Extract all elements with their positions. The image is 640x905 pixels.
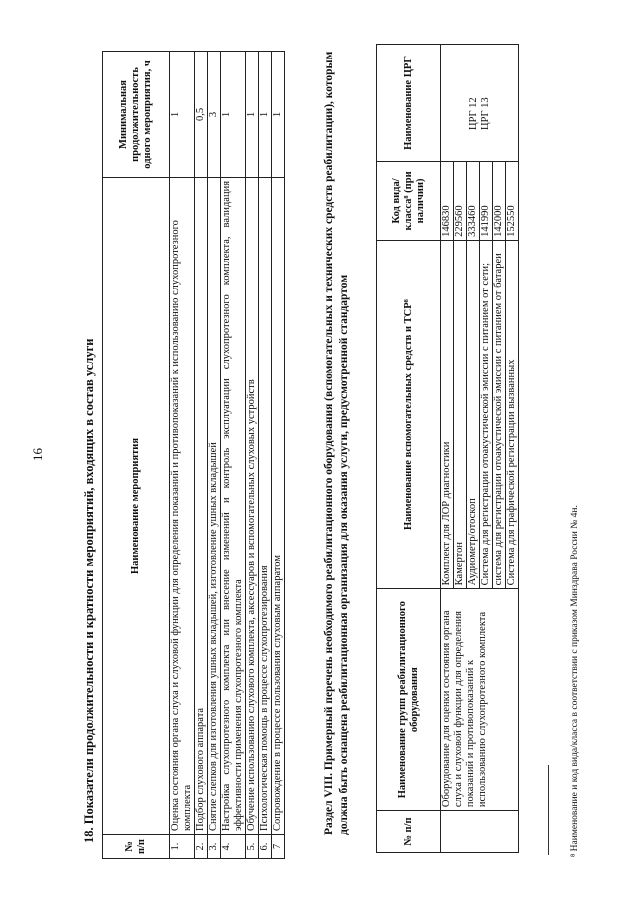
item-code: 141990 [480, 161, 493, 240]
item-name: Система для графической регистрации вызванных [506, 240, 519, 588]
row-number: 3. [208, 835, 221, 859]
item-code: 146830 [441, 161, 454, 240]
row-activity: Сопровождение в процессе пользования слуховым аппаратом [272, 177, 285, 834]
item-code: 229560 [454, 161, 467, 240]
row-number [441, 811, 519, 853]
row-number: 2. [195, 835, 208, 859]
table-row [208, 52, 221, 859]
item-code: 142000 [493, 161, 506, 240]
row-number: 1. [170, 835, 195, 859]
row-duration: 1 [246, 52, 259, 178]
row-number: 6. [259, 835, 272, 859]
table-row [246, 52, 259, 859]
table-row [441, 45, 454, 853]
item-code: 333460 [467, 161, 480, 240]
row-duration: 0,5 [195, 52, 208, 178]
header-crg: Наименование ЦРГ [377, 45, 441, 162]
footnote: ⁸ Наименование и код вида/класса в соответствии с приказом Минздрава России № 4н. [570, 505, 580, 857]
table-row [170, 52, 195, 859]
table-row [221, 52, 246, 859]
section-18-title: 18. Показатели продолжительности и кратности мероприятий, входящих в состав услуги [82, 338, 96, 843]
header-code: Код вида/класса⁸ (при наличии) [377, 161, 441, 240]
page-number: 16 [30, 448, 45, 461]
row-activity: Подбор слухового аппарата [195, 177, 208, 834]
row-activity: Снятие слепков для изготовления ушных вкладышей, изготовление ушных вкладышей [208, 177, 221, 834]
row-activity: Психологическая помощь в процессе слухопротезирования [259, 177, 272, 834]
row-number: 7 [272, 835, 285, 859]
header-number: № п/п [377, 811, 441, 853]
row-duration: 1 [259, 52, 272, 178]
header-group: Наименование групп реабилитационного оборудования [377, 589, 441, 811]
table-row [195, 52, 208, 859]
item-name: Аудиометр/отоскоп [467, 240, 480, 588]
row-number: 4. [221, 835, 246, 859]
header-means: Наименование вспомогательных средств и ТСР⁸ [377, 240, 441, 588]
row-duration: 1 [272, 52, 285, 178]
item-name: система для регистрации отоакустической эмиссии с питанием от батареи [493, 240, 506, 588]
item-name: Система для регистрации отоакустической эмиссии с питанием от сети; [480, 240, 493, 588]
row-duration: 1 [170, 52, 195, 178]
section-8-title: Раздел VIII. Примерный перечень необходимого реабилитационного оборудования (вспомогательных и технических средств реабилитации), которым должна быть оснащена реабилитационная организация для оказания услуги, предусмотренной стандартом [323, 51, 350, 835]
footnote-divider [548, 765, 549, 855]
crg-cell [441, 45, 519, 162]
duration-table [102, 51, 285, 859]
row-duration: 3 [208, 52, 221, 178]
header-duration: Минимальная продолжительность одного мероприятия, ч [103, 52, 170, 178]
row-activity: Настройка слухопротезного комплекта или внесение изменений и контроль эксплуатации слухопротезного комплекта, валидация эффективности применения слухопротезного комплекта [221, 177, 246, 834]
table-row [272, 52, 285, 859]
table-header-row [377, 45, 441, 853]
header-activity: Наименование мероприятия [103, 177, 170, 834]
group-name: Оборудование для оценки состояния органа слуха и слуховой функции для определения показаний и противопоказаний к использованию слухопротезного комплекта [441, 589, 519, 811]
item-name: Комплект для ЛОР диагностики [441, 240, 454, 588]
row-activity: Оценка состояния органа слуха и слуховой функции для определения показаний и противопоказаний к использованию слухопротезного комплекта [170, 177, 195, 834]
crg-12: ЦРГ 12 [467, 97, 479, 130]
row-number: 5. [246, 835, 259, 859]
table-header-row [103, 52, 170, 859]
row-activity: Обучение использованию слухового комплекта, аксессуаров и вспомогательных слуховых устройств [246, 177, 259, 834]
header-number: № п/п [103, 835, 170, 859]
crg-13: ЦРГ 13 [479, 97, 491, 130]
table-row [259, 52, 272, 859]
item-name: Камертон [454, 240, 467, 588]
equipment-table [376, 44, 519, 853]
item-code: 152550 [506, 161, 519, 240]
row-duration: 1 [221, 52, 246, 178]
